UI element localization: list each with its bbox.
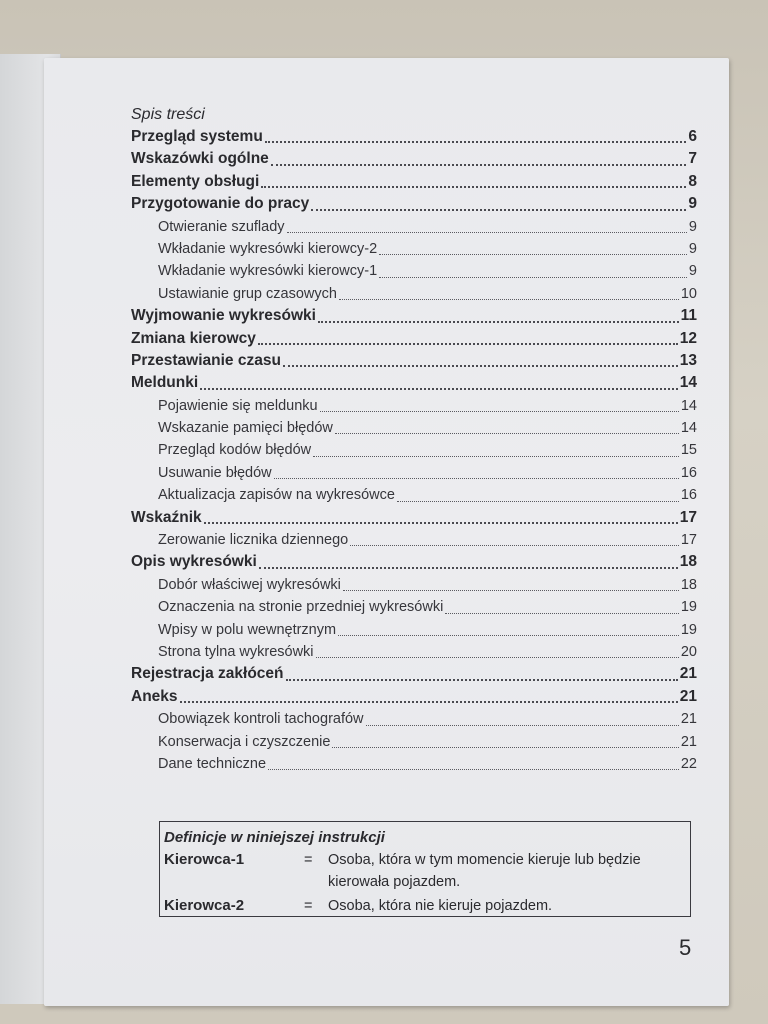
dot-leader bbox=[343, 589, 679, 591]
toc-subentry bbox=[131, 619, 697, 641]
toc-subentry bbox=[131, 216, 697, 238]
dot-leader bbox=[366, 724, 679, 726]
toc-entry-page: 18 bbox=[680, 576, 697, 593]
toc-entry bbox=[131, 663, 697, 685]
toc-subentry bbox=[131, 283, 697, 305]
dot-leader bbox=[313, 455, 679, 457]
toc-entry-page: 15 bbox=[680, 442, 697, 459]
toc-subentry bbox=[131, 708, 697, 730]
toc-entry-page: 16 bbox=[680, 487, 697, 504]
dot-leader bbox=[283, 364, 678, 367]
table-of-contents bbox=[131, 104, 697, 775]
toc-subentry bbox=[131, 417, 697, 439]
toc-entry-label: Aktualizacja zapisów na wykresówce bbox=[158, 487, 395, 504]
toc-entry-label: Elementy obsługi bbox=[131, 172, 260, 190]
definitions-box bbox=[159, 821, 691, 917]
definitions-title: Definicje w niniejszej instrukcji bbox=[164, 829, 385, 846]
toc-entry-label: Aneks bbox=[131, 687, 178, 705]
toc-entry-label: Meldunki bbox=[131, 374, 199, 392]
dot-leader bbox=[265, 140, 687, 143]
toc-entry-page: 8 bbox=[688, 172, 697, 190]
toc-entry-label: Obowiązek kontroli tachografów bbox=[158, 711, 364, 728]
toc-entry-label: Wkładanie wykresówki kierowcy-1 bbox=[158, 263, 378, 280]
toc-entry bbox=[131, 686, 697, 708]
toc-entry-page: 22 bbox=[680, 755, 697, 772]
toc-subentry bbox=[131, 574, 697, 596]
toc-entry-page: 9 bbox=[688, 218, 697, 235]
toc-entry-label: Wkładanie wykresówki kierowcy-2 bbox=[158, 240, 378, 257]
toc-entry-page: 14 bbox=[680, 397, 697, 414]
toc-entry-page: 6 bbox=[688, 128, 697, 145]
toc-entry-label: Zmiana kierowcy bbox=[131, 329, 256, 347]
toc-entry bbox=[131, 328, 697, 350]
toc-entry-page: 21 bbox=[679, 687, 697, 705]
dot-leader bbox=[350, 544, 679, 546]
toc-entry-page: 19 bbox=[680, 599, 697, 616]
toc-entry-page: 14 bbox=[679, 374, 697, 392]
toc-subentry bbox=[131, 529, 697, 551]
dot-leader bbox=[318, 320, 679, 323]
toc-subentry bbox=[131, 395, 697, 417]
toc-entry-page: 10 bbox=[680, 285, 697, 302]
page-number: 5 bbox=[679, 935, 692, 960]
dot-leader bbox=[316, 656, 679, 658]
dot-leader bbox=[339, 298, 679, 300]
toc-entry-label: Wpisy w polu wewnętrznym bbox=[158, 621, 337, 638]
definition-equals: = bbox=[304, 852, 313, 868]
dot-leader bbox=[332, 746, 678, 748]
toc-entry bbox=[131, 148, 697, 170]
dot-leader bbox=[338, 634, 679, 636]
toc-entry-label: Dane techniczne bbox=[158, 755, 267, 772]
toc-subentry bbox=[131, 484, 697, 506]
dot-leader bbox=[379, 276, 687, 278]
dot-leader bbox=[261, 185, 686, 188]
toc-entry-page: 9 bbox=[688, 240, 697, 257]
toc-entry-label: Przegląd systemu bbox=[131, 128, 263, 145]
toc-subentry bbox=[131, 238, 697, 260]
toc-subentry bbox=[131, 753, 697, 775]
toc-entry-page: 13 bbox=[679, 351, 697, 369]
toc-entry-page: 21 bbox=[679, 665, 697, 683]
dot-leader bbox=[200, 387, 678, 390]
toc-entry-label: Pojawienie się meldunku bbox=[158, 397, 318, 414]
dot-leader bbox=[311, 208, 686, 211]
toc-entry-label: Wskazówki ogólne bbox=[131, 150, 269, 168]
toc-entry-page: 21 bbox=[680, 733, 697, 750]
toc-entry-page: 18 bbox=[679, 553, 697, 571]
toc-entry-label: Oznaczenia na stronie przedniej wykresówki bbox=[158, 599, 444, 616]
toc-entry-page: 21 bbox=[680, 711, 697, 728]
toc-entry bbox=[131, 372, 697, 394]
dot-leader bbox=[259, 566, 678, 569]
definition-term: Kierowca-2 bbox=[164, 897, 245, 914]
toc-entry-page: 16 bbox=[680, 464, 697, 481]
toc-entry-label: Wyjmowanie wykresówki bbox=[131, 307, 316, 325]
toc-entry-page: 20 bbox=[680, 643, 697, 660]
dot-leader bbox=[379, 253, 687, 255]
toc-subentry bbox=[131, 731, 697, 753]
dot-leader bbox=[180, 700, 678, 703]
toc-entry-page: 7 bbox=[688, 150, 697, 168]
dot-leader bbox=[397, 500, 679, 502]
toc-entry-label: Zerowanie licznika dziennego bbox=[158, 532, 349, 549]
definition-row bbox=[164, 849, 690, 893]
toc-entry-page: 17 bbox=[680, 532, 697, 549]
definition-term: Kierowca-1 bbox=[164, 851, 245, 868]
toc-entry-page: 17 bbox=[679, 508, 697, 526]
toc-entry-label: Rejestracja zakłóceń bbox=[131, 665, 284, 683]
toc-entry bbox=[131, 507, 697, 529]
dot-leader bbox=[271, 163, 687, 166]
toc-entry-page: 9 bbox=[688, 195, 697, 213]
dot-leader bbox=[268, 768, 679, 770]
toc-entry-page: 11 bbox=[680, 307, 697, 325]
toc-subentry bbox=[131, 439, 697, 461]
dot-leader bbox=[204, 521, 678, 524]
dot-leader bbox=[286, 678, 678, 681]
toc-entry-label: Usuwanie błędów bbox=[158, 464, 272, 481]
toc-entry-label: Przegląd kodów błędów bbox=[158, 442, 312, 459]
toc-subentry bbox=[131, 462, 697, 484]
dot-leader bbox=[258, 342, 678, 345]
dot-leader bbox=[287, 231, 687, 233]
toc-entry-page: 14 bbox=[680, 420, 697, 437]
toc-entry-label: Wskazanie pamięci błędów bbox=[158, 420, 333, 437]
toc-entry-page: 19 bbox=[680, 621, 697, 638]
toc-entry bbox=[131, 126, 697, 148]
toc-entry-label: Konserwacja i czyszczenie bbox=[158, 733, 331, 750]
toc-subentry bbox=[131, 596, 697, 618]
toc-entry-label: Dobór właściwej wykresówki bbox=[158, 576, 341, 593]
toc-entry bbox=[131, 193, 697, 215]
toc-entry bbox=[131, 171, 697, 193]
toc-title: Spis treści bbox=[131, 106, 205, 123]
toc-entry-page: 9 bbox=[688, 263, 697, 280]
toc-entry-label: Przygotowanie do pracy bbox=[131, 195, 310, 213]
definition-text: Osoba, która nie kieruje pojazdem. bbox=[328, 898, 553, 914]
toc-list bbox=[131, 126, 697, 775]
toc-subentry bbox=[131, 260, 697, 282]
toc-entry-label: Przestawianie czasu bbox=[131, 351, 281, 369]
toc-entry-label: Opis wykresówki bbox=[131, 553, 257, 571]
toc-entry-label: Wskaźnik bbox=[131, 508, 202, 526]
toc-entry-label: Strona tylna wykresówki bbox=[158, 643, 314, 660]
definition-equals: = bbox=[304, 898, 313, 914]
toc-entry-label: Ustawianie grup czasowych bbox=[158, 285, 337, 302]
dot-leader bbox=[445, 612, 679, 614]
definition-text: Osoba, która w tym momencie kieruje lub będzie kierowała pojazdem. bbox=[328, 852, 641, 890]
toc-entry-page: 12 bbox=[679, 329, 697, 347]
dot-leader bbox=[320, 410, 679, 412]
toc-entry bbox=[131, 350, 697, 372]
definition-row bbox=[164, 895, 690, 917]
toc-entry-label: Otwieranie szuflady bbox=[158, 218, 285, 235]
dot-leader bbox=[335, 432, 679, 434]
toc-entry bbox=[131, 305, 697, 327]
toc-entry bbox=[131, 551, 697, 573]
dot-leader bbox=[274, 477, 679, 479]
toc-subentry bbox=[131, 641, 697, 663]
